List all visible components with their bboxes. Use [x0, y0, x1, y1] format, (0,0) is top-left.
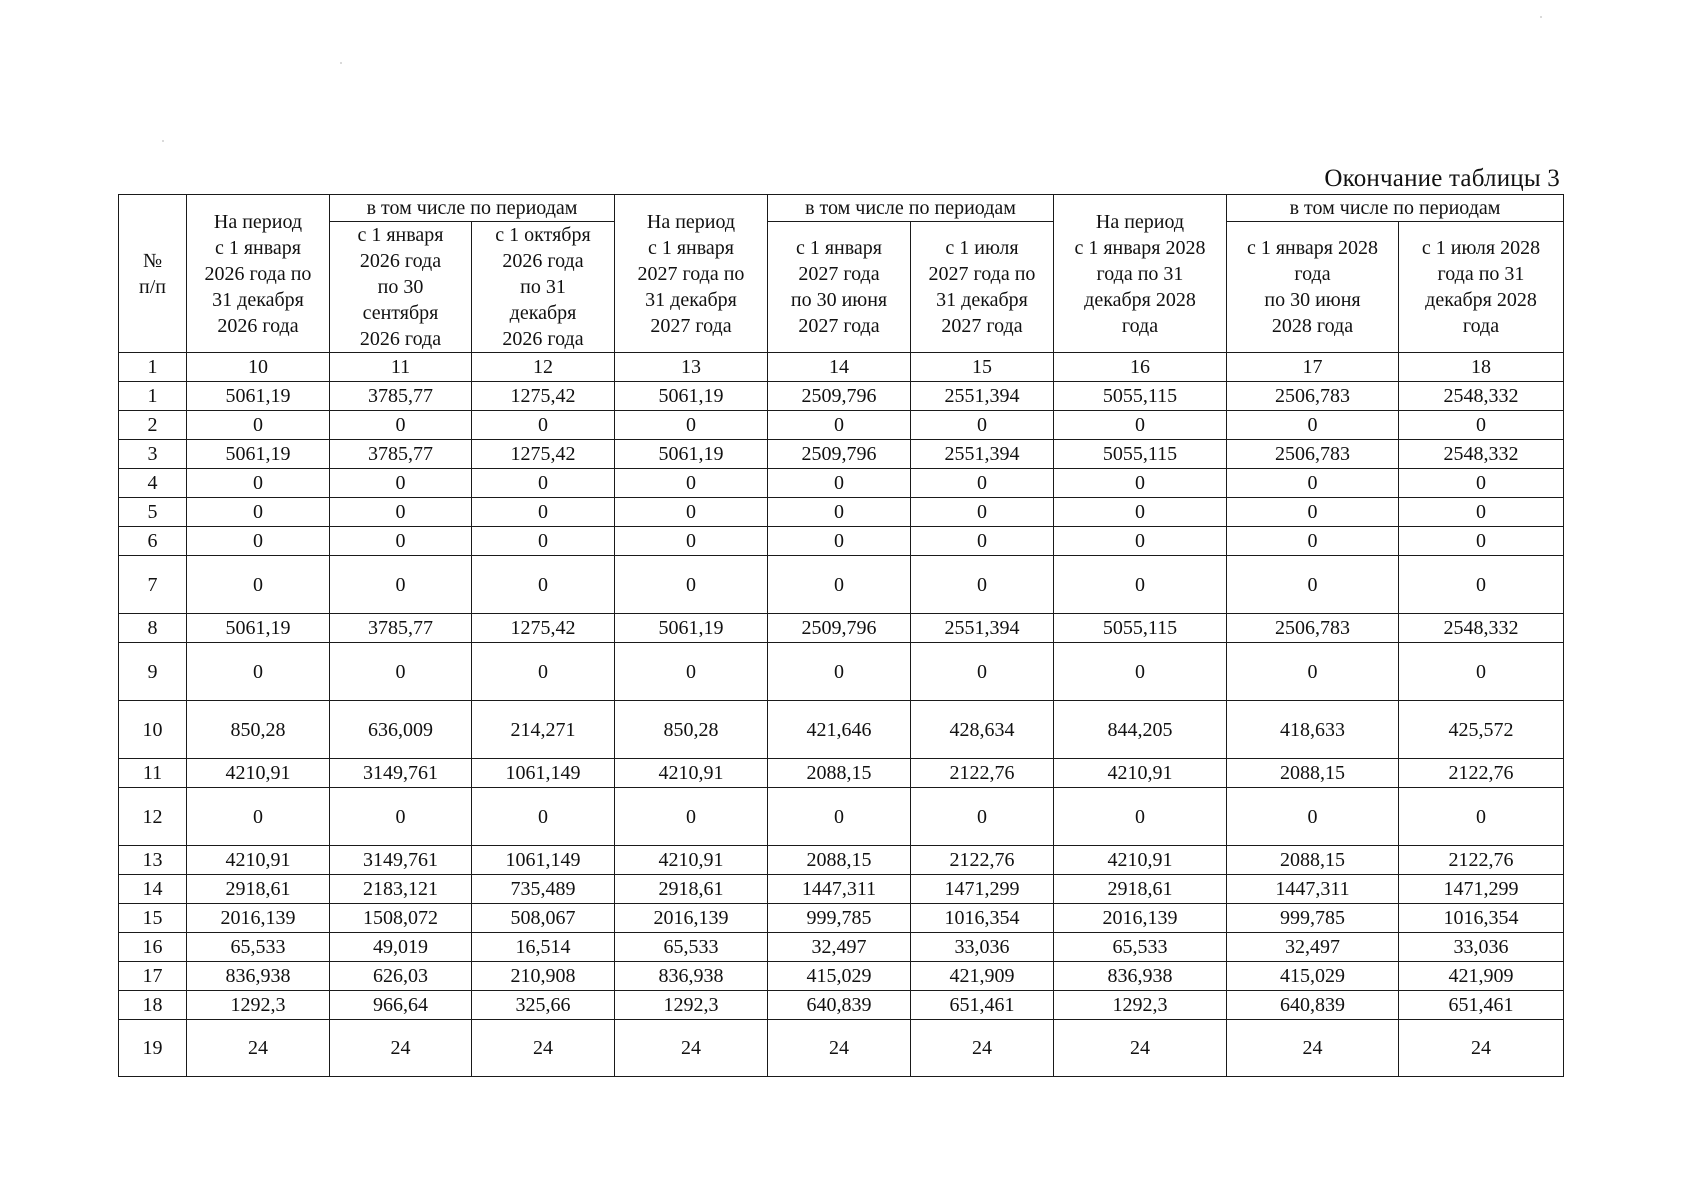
header-period-2027: На период с 1 января 2027 года по 31 декабря 2027 года	[615, 195, 768, 353]
table-cell: 850,28	[187, 701, 330, 759]
table-cell: 24	[768, 1020, 911, 1077]
table-cell: 4210,91	[187, 846, 330, 875]
table-cell: 0	[1227, 498, 1399, 527]
table-cell: 65,533	[615, 933, 768, 962]
row-number-cell: 13	[119, 846, 187, 875]
table-cell: 850,28	[615, 701, 768, 759]
table-cell: 3785,77	[330, 440, 472, 469]
table-cell: 0	[1399, 469, 1564, 498]
table-cell: 1292,3	[1054, 991, 1227, 1020]
table-cell: 836,938	[187, 962, 330, 991]
table-cell: 24	[615, 1020, 768, 1077]
row-number-cell: 8	[119, 614, 187, 643]
header-group-2027: в том числе по периодам	[768, 195, 1054, 222]
table-cell: 0	[768, 556, 911, 614]
table-cell: 24	[1399, 1020, 1564, 1077]
table-cell: 636,009	[330, 701, 472, 759]
table-cell: 3149,761	[330, 846, 472, 875]
table-cell: 651,461	[911, 991, 1054, 1020]
table-cell: 65,533	[1054, 933, 1227, 962]
table-cell: 5055,115	[1054, 382, 1227, 411]
header-sub-2028-1: с 1 января 2028 года по 30 июня 2028 года	[1227, 222, 1399, 353]
table-cell: 0	[615, 643, 768, 701]
table-row	[119, 556, 1564, 614]
header-sub-2026-1: с 1 января 2026 года по 30 сентября 2026 года	[330, 222, 472, 353]
table-cell: 0	[911, 643, 1054, 701]
table-cell: 2918,61	[1054, 875, 1227, 904]
table-cell: 16,514	[472, 933, 615, 962]
table-row	[119, 933, 1564, 962]
row-number-cell: 10	[119, 701, 187, 759]
table-row	[119, 1020, 1564, 1077]
table-cell: 0	[1054, 411, 1227, 440]
table-cell: 2551,394	[911, 440, 1054, 469]
table-cell: 0	[911, 788, 1054, 846]
table-cell: 2088,15	[1227, 759, 1399, 788]
row-number-cell: 12	[119, 788, 187, 846]
row-number-cell: 11	[119, 759, 187, 788]
table-cell: 0	[768, 411, 911, 440]
header-sub-2027-2: с 1 июля 2027 года по 31 декабря 2027 года	[911, 222, 1054, 353]
table-cell: 2548,332	[1399, 382, 1564, 411]
row-number-cell: 15	[119, 904, 187, 933]
table-cell: 415,029	[768, 962, 911, 991]
table-cell: 0	[911, 469, 1054, 498]
table-cell: 0	[1227, 643, 1399, 701]
table-cell: 33,036	[911, 933, 1054, 962]
table-cell: 0	[472, 469, 615, 498]
table-cell: 0	[1227, 556, 1399, 614]
scan-speck	[1540, 16, 1542, 18]
table-cell: 508,067	[472, 904, 615, 933]
table-cell: 1508,072	[330, 904, 472, 933]
table-cell: 0	[1399, 788, 1564, 846]
table-cell: 1016,354	[1399, 904, 1564, 933]
column-number-row	[119, 353, 1564, 382]
table-cell: 0	[187, 527, 330, 556]
row-number-cell: 1	[119, 382, 187, 411]
table-cell: 0	[768, 527, 911, 556]
table-cell: 32,497	[768, 933, 911, 962]
table-cell: 966,64	[330, 991, 472, 1020]
table-cell: 0	[330, 556, 472, 614]
table-cell: 0	[472, 411, 615, 440]
table-cell: 844,205	[1054, 701, 1227, 759]
table-cell: 0	[187, 469, 330, 498]
table-cell: 0	[615, 788, 768, 846]
table-cell: 2509,796	[768, 382, 911, 411]
table-cell: 2088,15	[1227, 846, 1399, 875]
row-number-cell: 17	[119, 962, 187, 991]
table-cell: 0	[1054, 556, 1227, 614]
table-cell: 999,785	[768, 904, 911, 933]
table-cell: 1061,149	[472, 759, 615, 788]
table-cell: 1471,299	[1399, 875, 1564, 904]
table-row	[119, 527, 1564, 556]
column-number: 18	[1399, 353, 1564, 382]
table-cell: 0	[187, 411, 330, 440]
table-cell: 1292,3	[615, 991, 768, 1020]
row-number-cell: 18	[119, 991, 187, 1020]
table-row	[119, 440, 1564, 469]
table-cell: 0	[615, 498, 768, 527]
header-sub-2027-1: с 1 января 2027 года по 30 июня 2027 года	[768, 222, 911, 353]
table-cell: 2122,76	[1399, 846, 1564, 875]
table-cell: 415,029	[1227, 962, 1399, 991]
table-cell: 0	[768, 469, 911, 498]
table-cell: 0	[472, 498, 615, 527]
table-cell: 24	[472, 1020, 615, 1077]
table-cell: 2918,61	[615, 875, 768, 904]
row-number-cell: 6	[119, 527, 187, 556]
table-cell: 2918,61	[187, 875, 330, 904]
table-cell: 2551,394	[911, 382, 1054, 411]
table-cell: 626,03	[330, 962, 472, 991]
row-number-cell: 2	[119, 411, 187, 440]
table-cell: 0	[1227, 411, 1399, 440]
table-cell: 1061,149	[472, 846, 615, 875]
table-cell: 0	[911, 556, 1054, 614]
table-cell: 0	[1054, 643, 1227, 701]
table-cell: 1275,42	[472, 382, 615, 411]
table-row	[119, 788, 1564, 846]
table-cell: 735,489	[472, 875, 615, 904]
table-row	[119, 498, 1564, 527]
table-cell: 2548,332	[1399, 614, 1564, 643]
table-row	[119, 904, 1564, 933]
header-group-2026: в том числе по периодам	[330, 195, 615, 222]
header-period-2028: На период с 1 января 2028 года по 31 декабря 2028 года	[1054, 195, 1227, 353]
table-cell: 0	[1054, 469, 1227, 498]
table-cell: 32,497	[1227, 933, 1399, 962]
row-number-cell: 9	[119, 643, 187, 701]
row-number-cell: 14	[119, 875, 187, 904]
table-row	[119, 382, 1564, 411]
table-cell: 0	[1399, 643, 1564, 701]
table-cell: 0	[1054, 788, 1227, 846]
table-cell: 4210,91	[1054, 759, 1227, 788]
table-row	[119, 614, 1564, 643]
table-cell: 3149,761	[330, 759, 472, 788]
table-cell: 0	[472, 556, 615, 614]
table-cell: 0	[911, 527, 1054, 556]
column-number: 16	[1054, 353, 1227, 382]
table-cell: 2183,121	[330, 875, 472, 904]
column-number: 15	[911, 353, 1054, 382]
table-cell: 421,909	[1399, 962, 1564, 991]
column-number: 17	[1227, 353, 1399, 382]
table-cell: 0	[330, 788, 472, 846]
table-cell: 0	[472, 788, 615, 846]
table-cell: 5061,19	[615, 614, 768, 643]
table-cell: 5061,19	[187, 614, 330, 643]
row-number-cell: 4	[119, 469, 187, 498]
table-cell: 5061,19	[187, 440, 330, 469]
table-cell: 5055,115	[1054, 614, 1227, 643]
table-row	[119, 962, 1564, 991]
table-cell: 2122,76	[1399, 759, 1564, 788]
table-cell: 428,634	[911, 701, 1054, 759]
table-cell: 4210,91	[615, 759, 768, 788]
table-cell: 3785,77	[330, 614, 472, 643]
table-cell: 2548,332	[1399, 440, 1564, 469]
table-cell: 640,839	[768, 991, 911, 1020]
table-cell: 2088,15	[768, 846, 911, 875]
table-cell: 24	[187, 1020, 330, 1077]
table-cell: 0	[330, 469, 472, 498]
table-cell: 325,66	[472, 991, 615, 1020]
table-cell: 65,533	[187, 933, 330, 962]
row-number-cell: 7	[119, 556, 187, 614]
table-cell: 0	[1399, 411, 1564, 440]
table-row	[119, 469, 1564, 498]
table-cell: 2506,783	[1227, 614, 1399, 643]
table-cell: 5061,19	[615, 382, 768, 411]
table-row	[119, 846, 1564, 875]
table-cell: 0	[1227, 527, 1399, 556]
table-cell: 1447,311	[768, 875, 911, 904]
table-cell: 421,646	[768, 701, 911, 759]
table-row	[119, 875, 1564, 904]
table-cell: 1292,3	[187, 991, 330, 1020]
table-cell: 24	[1227, 1020, 1399, 1077]
table-cell: 2506,783	[1227, 382, 1399, 411]
column-number: 13	[615, 353, 768, 382]
row-number-cell: 19	[119, 1020, 187, 1077]
table-row	[119, 643, 1564, 701]
table-row	[119, 759, 1564, 788]
table-cell: 0	[1054, 527, 1227, 556]
table-cell: 5055,115	[1054, 440, 1227, 469]
table-body	[119, 382, 1564, 1077]
data-table	[118, 194, 1564, 1077]
table-cell: 0	[768, 643, 911, 701]
scan-speck	[340, 62, 342, 64]
table-cell: 0	[911, 498, 1054, 527]
table-cell: 0	[187, 556, 330, 614]
table-cell: 2088,15	[768, 759, 911, 788]
table-cell: 836,938	[615, 962, 768, 991]
table-cell: 24	[1054, 1020, 1227, 1077]
table-cell: 0	[615, 411, 768, 440]
table-cell: 210,908	[472, 962, 615, 991]
scan-speck	[162, 140, 164, 142]
table-cell: 0	[187, 498, 330, 527]
table-row	[119, 411, 1564, 440]
table-cell: 1471,299	[911, 875, 1054, 904]
row-number-cell: 16	[119, 933, 187, 962]
table-cell: 1275,42	[472, 440, 615, 469]
table-caption: Окончание таблицы 3	[1324, 165, 1560, 192]
table-cell: 1447,311	[1227, 875, 1399, 904]
header-sub-2028-2: с 1 июля 2028 года по 31 декабря 2028 года	[1399, 222, 1564, 353]
header-group-2028: в том числе по периодам	[1227, 195, 1564, 222]
table-cell: 0	[330, 411, 472, 440]
table-row	[119, 701, 1564, 759]
table-cell: 2016,139	[615, 904, 768, 933]
table-cell: 0	[615, 469, 768, 498]
table-cell: 0	[330, 643, 472, 701]
table-cell: 0	[911, 411, 1054, 440]
table-cell: 421,909	[911, 962, 1054, 991]
table-cell: 33,036	[1399, 933, 1564, 962]
column-number: 12	[472, 353, 615, 382]
column-number: 10	[187, 353, 330, 382]
table-cell: 3785,77	[330, 382, 472, 411]
table-cell: 651,461	[1399, 991, 1564, 1020]
table-cell: 0	[615, 556, 768, 614]
table-cell: 0	[1399, 498, 1564, 527]
table-cell: 5061,19	[615, 440, 768, 469]
table-cell: 640,839	[1227, 991, 1399, 1020]
table-cell: 49,019	[330, 933, 472, 962]
table-cell: 0	[330, 527, 472, 556]
table-cell: 418,633	[1227, 701, 1399, 759]
table-cell: 1275,42	[472, 614, 615, 643]
table-row	[119, 991, 1564, 1020]
table-cell: 0	[1399, 556, 1564, 614]
table-cell: 5061,19	[187, 382, 330, 411]
table-cell: 0	[187, 788, 330, 846]
table-cell: 0	[1399, 527, 1564, 556]
table-cell: 0	[330, 498, 472, 527]
table-cell: 0	[472, 527, 615, 556]
table-cell: 2122,76	[911, 846, 1054, 875]
column-number: 11	[330, 353, 472, 382]
row-number-cell: 3	[119, 440, 187, 469]
table-cell: 214,271	[472, 701, 615, 759]
table-cell: 24	[330, 1020, 472, 1077]
table-cell: 0	[1227, 788, 1399, 846]
column-number: 14	[768, 353, 911, 382]
table-cell: 2016,139	[1054, 904, 1227, 933]
table-cell: 4210,91	[187, 759, 330, 788]
table-cell: 999,785	[1227, 904, 1399, 933]
column-number: 1	[119, 353, 187, 382]
table-cell: 4210,91	[1054, 846, 1227, 875]
table-cell: 836,938	[1054, 962, 1227, 991]
table-cell: 425,572	[1399, 701, 1564, 759]
table-cell: 2016,139	[187, 904, 330, 933]
table-cell: 24	[911, 1020, 1054, 1077]
header-sub-2026-2: с 1 октября 2026 года по 31 декабря 2026 года	[472, 222, 615, 353]
table-cell: 2506,783	[1227, 440, 1399, 469]
header-num: № п/п	[119, 195, 187, 353]
table-cell: 0	[187, 643, 330, 701]
table-cell: 2122,76	[911, 759, 1054, 788]
header-period-2026: На период с 1 января 2026 года по 31 декабря 2026 года	[187, 195, 330, 353]
table-cell: 4210,91	[615, 846, 768, 875]
row-number-cell: 5	[119, 498, 187, 527]
table-cell: 0	[615, 527, 768, 556]
table-cell: 0	[1227, 469, 1399, 498]
table-cell: 2551,394	[911, 614, 1054, 643]
table-cell: 0	[1054, 498, 1227, 527]
table-cell: 2509,796	[768, 614, 911, 643]
table-cell: 2509,796	[768, 440, 911, 469]
table-cell: 0	[768, 498, 911, 527]
table-cell: 0	[472, 643, 615, 701]
table-cell: 1016,354	[911, 904, 1054, 933]
table-cell: 0	[768, 788, 911, 846]
